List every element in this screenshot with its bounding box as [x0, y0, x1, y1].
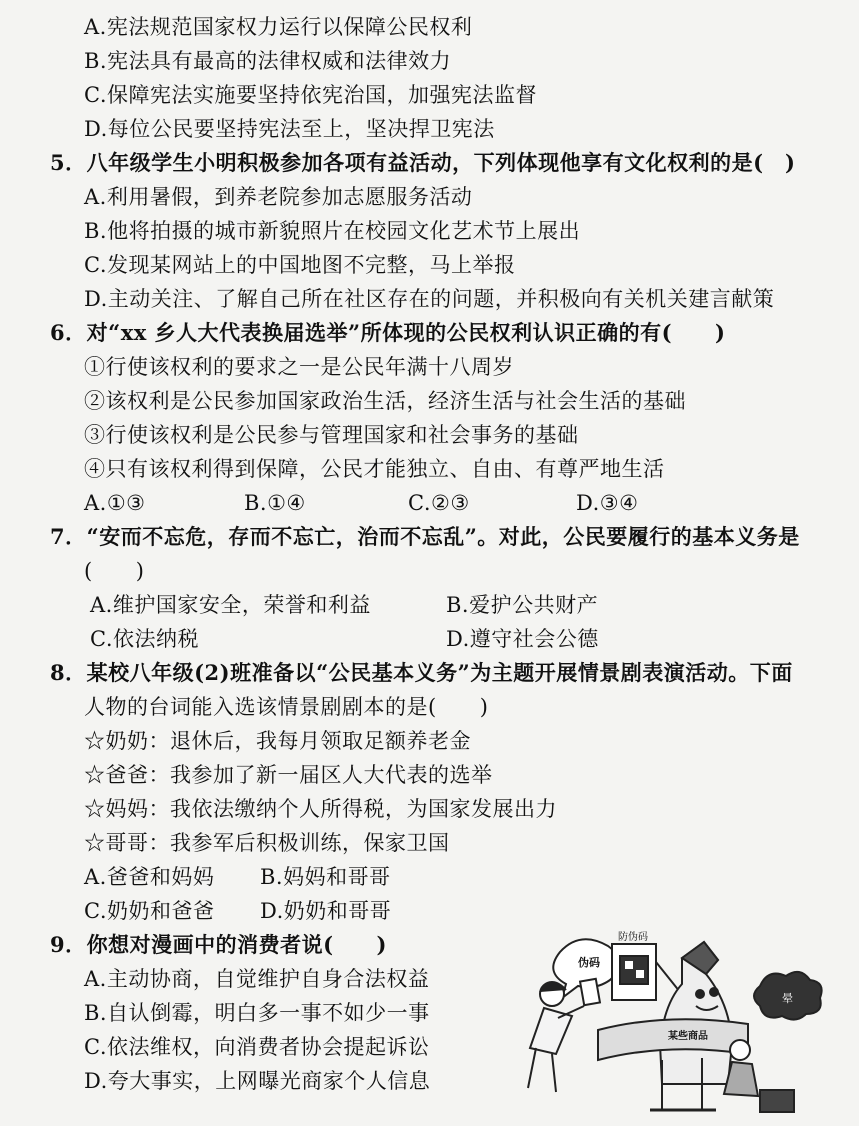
q8-option-b: B.妈妈和哥哥 [260, 865, 391, 889]
q7-blank: ( ) [84, 559, 145, 583]
prev-option-a: A.宪法规范国家权力运行以保障公民权利 [84, 15, 473, 39]
q5-option-b: B.他将拍摄的城市新貌照片在校园文化艺术节上展出 [84, 219, 581, 243]
q9-option-b: B.自认倒霉，明白多一事不如少一事 [84, 1001, 430, 1025]
question-8-stem: 8．某校八年级(2)班准备以“公民基本义务”为主题开展情景剧表演活动。下面 [50, 660, 793, 685]
q7-option-d: D.遵守社会公德 [446, 627, 599, 651]
q5-option-d: D.主动关注、了解自己所在社区存在的问题，并积极向有关机关建言献策 [84, 287, 775, 311]
q6-statement-3: ③行使该权利是公民参与管理国家和社会事务的基础 [84, 423, 579, 447]
q9-option-a: A.主动协商，自觉维护自身合法权益 [84, 967, 430, 991]
cartoon-label-product: 某些商品 [668, 1031, 708, 1042]
prev-option-c: C.保障宪法实施要坚持依宪治国，加强宪法监督 [84, 83, 537, 107]
cartoon-label-dizzy: 晕 [782, 992, 793, 1005]
question-7-stem: 7．“安而不忘危，存而不忘亡，治而不忘乱”。对此，公民要履行的基本义务是 [50, 524, 800, 549]
q6-statement-1: ①行使该权利的要求之一是公民年满十八周岁 [84, 355, 514, 379]
q8-option-c: C.奶奶和爸爸 [84, 899, 215, 923]
q5-option-c: C.发现某网站上的中国地图不完整，马上举报 [84, 253, 516, 277]
q8-line-dad: ☆爸爸：我参加了新一届区人大代表的选举 [84, 763, 493, 787]
q6-statement-4: ④只有该权利得到保障，公民才能独立、自由、有尊严地生活 [84, 457, 665, 481]
q7-option-a: A.维护国家安全，荣誉和利益 [90, 593, 371, 617]
q5-option-a: A.利用暑假，到养老院参加志愿服务活动 [84, 185, 473, 209]
question-5-stem: 5．八年级学生小明积极参加各项有益活动，下列体现他享有文化权利的是( ) [50, 150, 796, 175]
q8-line-grandma: ☆奶奶：退休后，我每月领取足额养老金 [84, 729, 471, 753]
q6-option-b: B.①④ [244, 491, 306, 515]
q6-option-c: C.②③ [408, 491, 470, 515]
cartoon-label-antifake: 防伪码 [618, 932, 648, 943]
cartoon-label-fake: 伪码 [578, 956, 600, 969]
q9-option-d: D.夸大事实，上网曝光商家个人信息 [84, 1069, 431, 1093]
q9-option-c: C.依法维权，向消费者协会提起诉讼 [84, 1035, 430, 1059]
question-8-stem-cont: 人物的台词能入选该情景剧剧本的是( ) [84, 695, 489, 719]
consumer-cartoon [512, 922, 842, 1122]
question-9-stem: 9．你想对漫画中的消费者说( ) [50, 932, 387, 957]
q7-option-b: B.爱护公共财产 [446, 593, 599, 617]
q6-option-a: A.①③ [84, 491, 146, 515]
q8-option-d: D.奶奶和哥哥 [260, 899, 392, 923]
q7-option-c: C.依法纳税 [90, 627, 199, 651]
prev-option-b: B.宪法具有最高的法律权威和法律效力 [84, 49, 452, 73]
q8-line-mom: ☆妈妈：我依法缴纳个人所得税，为国家发展出力 [84, 797, 557, 821]
q6-option-d: D.③④ [576, 491, 639, 515]
q8-option-a: A.爸爸和妈妈 [84, 865, 215, 889]
q6-statement-2: ②该权利是公民参加国家政治生活，经济生活与社会生活的基础 [84, 389, 686, 413]
q8-line-brother: ☆哥哥：我参军后积极训练，保家卫国 [84, 831, 450, 855]
question-6-stem: 6．对“xx 乡人大代表换届选举”所体现的公民权利认识正确的有( ) [50, 320, 726, 345]
prev-option-d: D.每位公民要坚持宪法至上，坚决捍卫宪法 [84, 117, 495, 141]
